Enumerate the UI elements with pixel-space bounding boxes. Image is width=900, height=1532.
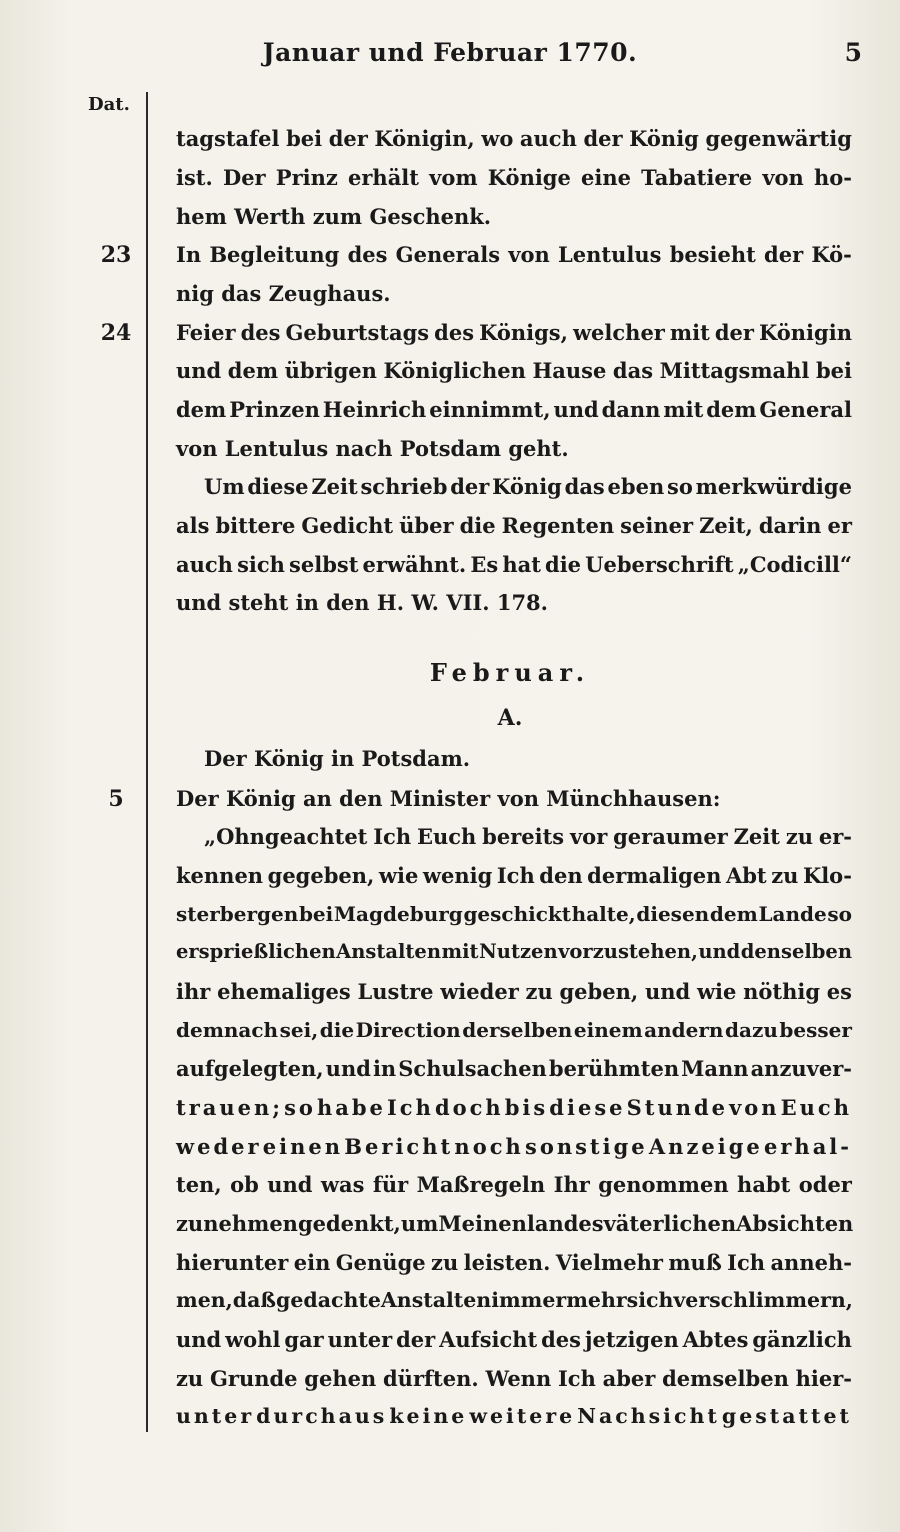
page-number: 5: [844, 38, 862, 67]
text-line: kennen gegeben, wie wenig Ich den dermaligen Abt zu Klo-: [176, 863, 852, 888]
text-line: In Begleitung des Generals von Lentulus besieht der Kö-: [176, 242, 852, 267]
text-line: Der König an den Minister von Münchhausen:: [176, 786, 721, 811]
text-line: men, daß gedachte Anstalten immer mehr sich verschlimmern,: [176, 1288, 853, 1312]
text-line: hierunter ein Genüge zu leisten. Vielmehr muß Ich anneh-: [176, 1250, 852, 1275]
text-line: nig das Zeughaus.: [176, 281, 391, 306]
text-line: sterbergen bei Magdeburg geschickt halte, diesen dem Lande so: [176, 902, 852, 926]
text-line: von Lentulus nach Potsdam geht.: [176, 436, 569, 461]
text-line: weder einen Bericht noch sonstige Anzeige erhal-: [176, 1134, 852, 1159]
text-line: tagstafel bei der Königin, wo auch der König gegenwärtig: [176, 126, 852, 151]
section-title: Februar.: [429, 658, 591, 687]
text-line: trauen; so habe Ich doch bis diese Stunde von Euch: [176, 1095, 852, 1120]
text-line: ihr ehemaliges Lustre wieder zu geben, und wie nöthig es: [176, 979, 852, 1004]
text-line: und steht in den H. W. VII. 178.: [176, 590, 548, 615]
text-line: unter durchaus keine weitere Nachsicht gestattet: [176, 1404, 852, 1428]
running-header: Januar und Februar 1770.: [262, 38, 638, 67]
text-line: Feier des Geburtstags des Königs, welcher mit der Königin: [176, 320, 852, 345]
text-line: auch sich selbst erwähnt. Es hat die Ueberschrift „Codicill“: [176, 552, 852, 577]
text-line: ersprießlichen Anstalten mit Nutzen vorzustehen, und denselben: [176, 940, 852, 963]
text-line: zu nehmen gedenkt, um Meinen landesväterlichen Absichten: [176, 1211, 854, 1236]
text-line: zu Grunde gehen dürften. Wenn Ich aber demselben hier-: [176, 1366, 852, 1391]
text-line: und dem übrigen Königlichen Hause das Mittagsmahl bei: [176, 358, 852, 383]
text-line: demnach sei, die Direction derselben einem andern dazu besser: [176, 1018, 852, 1042]
text-line: aufgelegten, und in Schulsachen berühmten Mann anzuver-: [176, 1056, 852, 1081]
text-line: Der König in Potsdam.: [204, 746, 471, 771]
date-23: 23: [100, 242, 132, 268]
text-line: „Ohngeachtet Ich Euch bereits vor geraumer Zeit zu er-: [204, 824, 852, 849]
date-5: 5: [108, 786, 124, 812]
section-subtitle: A.: [497, 705, 523, 731]
date-column-label: Dat.: [88, 94, 130, 115]
text-line: als bittere Gedicht über die Regenten seiner Zeit, darin er: [176, 513, 852, 538]
text-line: Um diese Zeit schrieb der König das eben so merkwürdige: [204, 474, 852, 499]
text-line: ten, ob und was für Maßregeln Ihr genommen habt oder: [176, 1172, 852, 1197]
date-24: 24: [100, 320, 132, 346]
column-divider: [146, 92, 148, 1432]
text-line: hem Werth zum Geschenk.: [176, 204, 492, 229]
text-line: und wohl gar unter der Aufsicht des jetzigen Abtes gänzlich: [176, 1327, 852, 1352]
text-line: dem Prinzen Heinrich einnimmt, und dann mit dem General: [176, 397, 852, 422]
text-line: ist. Der Prinz erhält vom Könige eine Tabatiere von ho-: [176, 165, 852, 190]
